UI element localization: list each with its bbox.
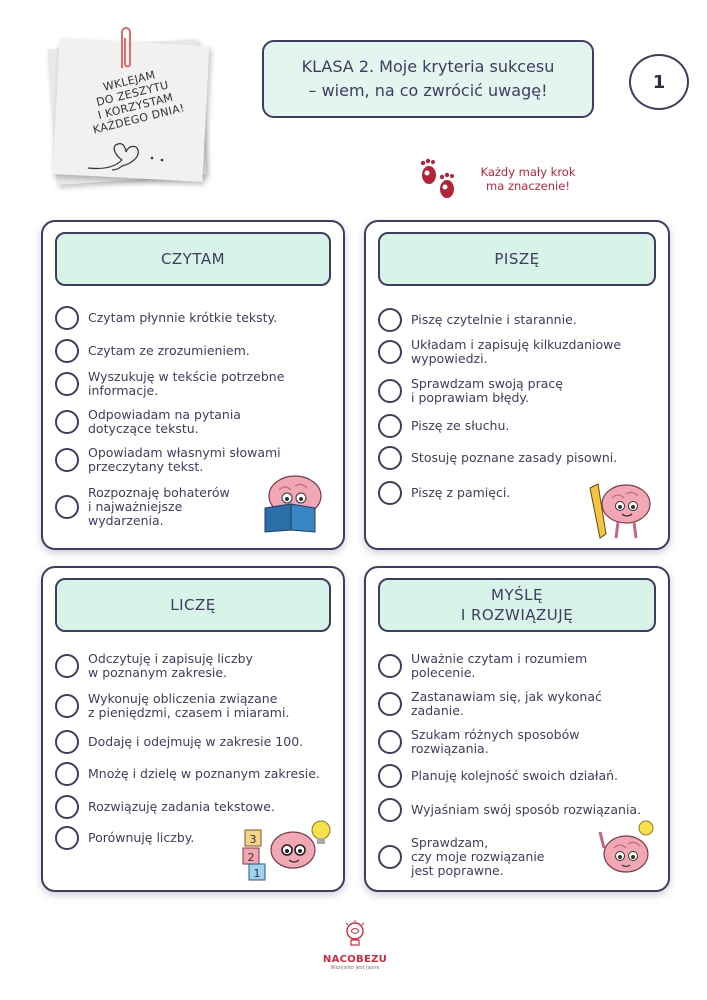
checklist-label: Piszę czytelnie i starannie. (411, 312, 577, 327)
checklist-label: Opowiadam własnymi słowami przeczytany tekst. (88, 445, 281, 474)
svg-text:3: 3 (249, 833, 257, 846)
checklist-item[interactable] (378, 481, 510, 505)
checklist-label: Rozpoznaję bohaterów i najważniejsze wydarzenia. (88, 485, 230, 528)
checkbox-circle[interactable] (378, 654, 402, 678)
checkbox-circle[interactable] (55, 795, 79, 819)
checklist-item[interactable] (378, 414, 509, 438)
checklist-label: Piszę z pamięci. (411, 485, 511, 500)
checklist-label: Uważnie czytam i rozumiem polecenie. (411, 651, 588, 680)
checklist-item[interactable] (378, 338, 621, 366)
checklist-label: Wyszukuję w tekście potrzebne informacje. (88, 369, 285, 398)
footer-logo (320, 920, 390, 971)
checkbox-circle[interactable] (378, 845, 402, 869)
checklist-item[interactable] (55, 795, 275, 819)
motto-text: Każdy mały krok ma znaczenie! (480, 165, 576, 193)
checklist-item[interactable] (378, 652, 587, 680)
checklist-item[interactable] (55, 486, 230, 528)
page-title (262, 40, 594, 118)
card-heading: MYŚLĘ I ROZWIĄZUJĘ (378, 578, 656, 632)
checklist-item[interactable] (55, 652, 253, 680)
checklist-item[interactable] (378, 836, 545, 878)
checklist-item[interactable] (378, 728, 579, 756)
card-pisze (364, 220, 670, 550)
checklist-item[interactable] (55, 306, 277, 330)
checklist-item[interactable] (55, 408, 241, 436)
brain-with-idea-icon (594, 818, 660, 884)
checklist-label: Wykonuję obliczenia związane z pieniędzmi, czasem i miarami. (88, 691, 290, 720)
checkbox-circle[interactable] (378, 481, 402, 505)
checkbox-circle[interactable] (378, 379, 402, 403)
checklist-label: Zastanawiam się, jak wykonać zadanie. (411, 689, 602, 718)
checklist-label: Piszę ze słuchu. (411, 418, 510, 433)
checklist-label: Odczytuję i zapisuję liczby w poznanym zakresie. (88, 651, 253, 680)
card-heading: PISZĘ (378, 232, 656, 286)
checklist-item[interactable] (55, 826, 194, 850)
checkbox-circle[interactable] (378, 692, 402, 716)
footprints-icon (416, 157, 462, 203)
checklist-label: Stosuję poznane zasady pisowni. (411, 450, 618, 465)
checkbox-circle[interactable] (55, 448, 79, 472)
svg-text:2: 2 (247, 851, 255, 864)
footer-tagline: Wszystko jest jasne (330, 965, 380, 971)
heart-doodle-icon (86, 136, 176, 176)
brain-with-pencil-icon (580, 478, 658, 544)
page-title-text: KLASA 2. Moje kryteria sukcesu – wiem, na co zwrócić uwagę! (301, 57, 555, 100)
checklist-item[interactable] (378, 377, 563, 405)
checklist-label: Szukam różnych sposobów rozwiązania. (411, 727, 580, 756)
brain-reading-book-icon (257, 472, 329, 534)
checklist-item[interactable] (55, 370, 284, 398)
checkbox-circle[interactable] (55, 826, 79, 850)
checklist-item[interactable] (378, 446, 617, 470)
checklist-label: Czytam ze zrozumieniem. (88, 343, 250, 358)
checkbox-circle[interactable] (378, 308, 402, 332)
checklist-label: Sprawdzam swoją pracę i poprawiam błędy. (411, 376, 563, 405)
checkbox-circle[interactable] (378, 764, 402, 788)
checklist-item[interactable] (55, 692, 289, 720)
checklist-label: Mnożę i dzielę w poznanym zakresie. (88, 766, 320, 781)
checkbox-circle[interactable] (55, 306, 79, 330)
checklist-item[interactable] (55, 762, 320, 786)
checklist-label: Czytam płynnie krótkie teksty. (88, 310, 278, 325)
checkbox-circle[interactable] (55, 339, 79, 363)
card-heading: CZYTAM (55, 232, 331, 286)
card-heading: LICZĘ (55, 578, 331, 632)
checkbox-circle[interactable] (378, 730, 402, 754)
note-text: WKLEJAM DO ZESZYTU I KORZYSTAM KAŻDEGO DNIA! (91, 68, 186, 137)
checklist-item[interactable] (55, 730, 303, 754)
checklist-item[interactable] (55, 446, 281, 474)
card-licze (41, 566, 345, 892)
checklist-item[interactable] (378, 690, 602, 718)
checklist-label: Dodaję i odejmuję w zakresie 100. (88, 734, 304, 749)
checkbox-circle[interactable] (55, 372, 79, 396)
checklist-label: Układam i zapisuję kilkuzdaniowe wypowiedzi. (411, 337, 622, 366)
page-number: 1 (629, 54, 689, 110)
sticky-note (52, 40, 202, 180)
checklist-label: Planuję kolejność swoich działań. (411, 768, 619, 783)
checklist-label: Sprawdzam, czy moje rozwiązanie jest poprawne. (411, 835, 545, 878)
paperclip-icon (118, 24, 134, 74)
checklist-label: Porównuję liczby. (88, 830, 195, 845)
checklist-item[interactable] (378, 764, 618, 788)
brain-with-number-blocks-icon (241, 818, 337, 884)
checklist-item[interactable] (55, 339, 250, 363)
lightbulb-logo-icon (343, 920, 367, 950)
checklist-label: Odpowiadam na pytania dotyczące tekstu. (88, 407, 241, 436)
checklist-label: Wyjaśniam swój sposób rozwiązania. (411, 802, 642, 817)
svg-text:1: 1 (253, 867, 261, 880)
checkbox-circle[interactable] (55, 495, 79, 519)
checklist-item[interactable] (378, 308, 577, 332)
checkbox-circle[interactable] (55, 730, 79, 754)
checkbox-circle[interactable] (378, 414, 402, 438)
checkbox-circle[interactable] (55, 654, 79, 678)
footer-brand: NACOBEZU (322, 954, 388, 965)
card-mysle (364, 566, 670, 892)
checkbox-circle[interactable] (378, 340, 402, 364)
checkbox-circle[interactable] (55, 694, 79, 718)
checklist-label: Rozwiązuję zadania tekstowe. (88, 799, 275, 814)
checkbox-circle[interactable] (55, 762, 79, 786)
card-czytam (41, 220, 345, 550)
checkbox-circle[interactable] (378, 798, 402, 822)
checkbox-circle[interactable] (55, 410, 79, 434)
checkbox-circle[interactable] (378, 446, 402, 470)
